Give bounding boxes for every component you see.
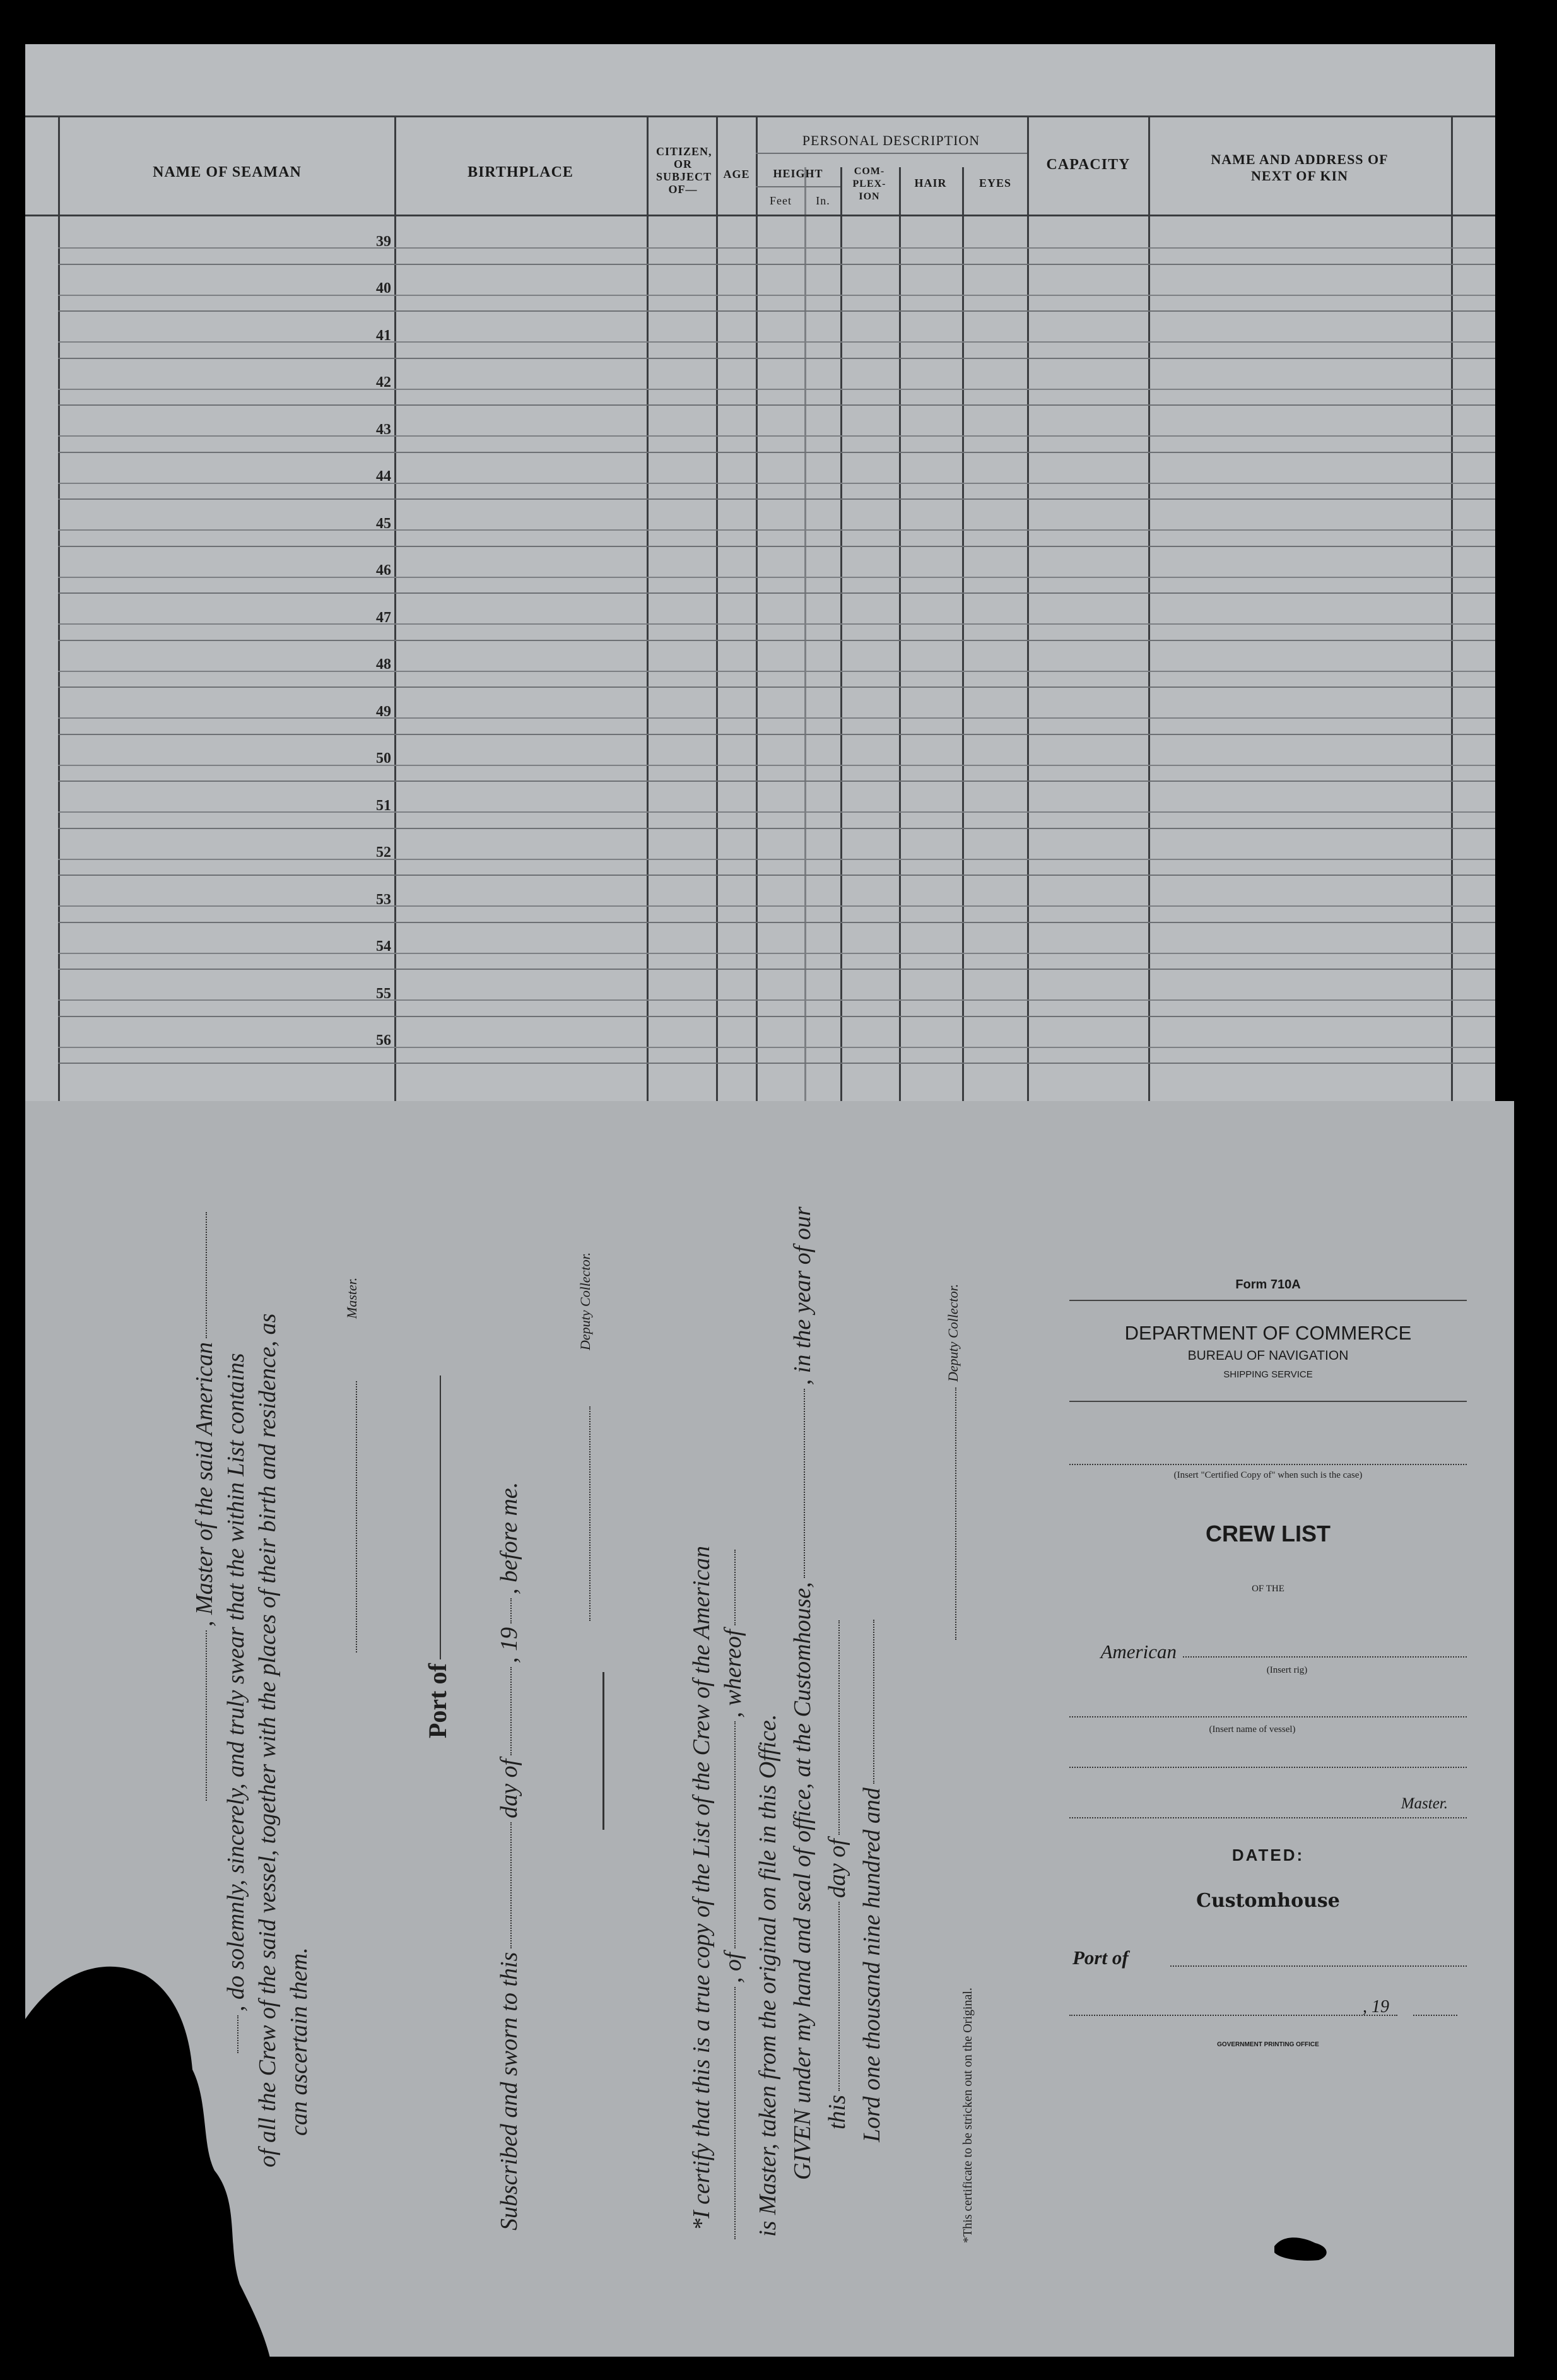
row-number: 52 (376, 844, 391, 861)
certificate-line-1: *I certify that this is a true copy of the List of the Crew of the American (688, 1546, 715, 2230)
header-complexion: COM- PLEX- ION (852, 166, 886, 202)
row-number: 42 (376, 374, 391, 391)
header-citizen: CITIZEN, OR SUBJECT OF— (656, 145, 712, 196)
of-the-label: OF THE (1252, 1584, 1284, 1594)
vessel-name-caption: (Insert name of vessel) (1209, 1724, 1296, 1735)
certified-copy-note: (Insert "Certified Copy of" when such is the case) (1173, 1470, 1363, 1480)
row-number: 53 (376, 891, 391, 908)
header-height: HEIGHT (773, 167, 823, 180)
row-number: 51 (376, 797, 391, 814)
row-number: 43 (376, 421, 391, 438)
row-number: 54 (376, 938, 391, 955)
header-capacity: CAPACITY (1046, 156, 1131, 173)
dated-label: DATED: (1231, 1846, 1305, 1865)
certificate-line-3: is Master, taken from the original on file in this Office. (755, 1714, 781, 2237)
certificate-line-5: thisday of (823, 1617, 851, 2130)
header-birthplace: BIRTHPLACE (467, 164, 573, 180)
oath-master-label: Master. (344, 1277, 360, 1319)
header-inches: In. (816, 194, 830, 207)
row-number: 39 (376, 233, 391, 250)
row-number: 49 (376, 703, 391, 720)
header-eyes: EYES (978, 177, 1012, 189)
certificate-deputy-collector-label: Deputy Collector. (945, 1283, 961, 1382)
cover-port-of-label: Port of (1072, 1947, 1129, 1969)
certificate-line-2: , of, whereof (719, 1546, 747, 2243)
department-title: DEPARTMENT OF COMMERCE (1124, 1322, 1412, 1344)
form-number: Form 710A (1235, 1278, 1301, 1292)
cover-year-label: , 19 (1363, 1997, 1389, 2017)
header-feet: Feet (770, 194, 792, 207)
service-title: SHIPPING SERVICE (1223, 1369, 1313, 1380)
certificate-line-6: Lord one thousand nine hundred and (858, 1616, 886, 2142)
header-hair: HAIR (914, 177, 947, 189)
oath-port-of: Port of (423, 1372, 452, 1738)
row-number: 46 (376, 562, 391, 579)
certificate-line-4: GIVEN under my hand and seal of office, at the Customhouse,, in the year of our (789, 1206, 816, 2180)
row-number: 55 (376, 985, 391, 1002)
header-next-of-kin: NAME AND ADDRESS OF NEXT OF KIN (1211, 151, 1389, 184)
oath-deputy-collector-label: Deputy Collector. (577, 1252, 593, 1350)
row-number: 56 (376, 1032, 391, 1049)
customhouse-label: Customhouse (1196, 1890, 1340, 1912)
rig-caption: (Insert rig) (1266, 1665, 1308, 1675)
row-number: 41 (376, 327, 391, 344)
printer-imprint: GOVERNMENT PRINTING OFFICE (1217, 2041, 1319, 2048)
master-label: Master. (1401, 1795, 1448, 1812)
row-number: 45 (376, 515, 391, 532)
crew-list-title: CREW LIST (1206, 1521, 1331, 1546)
oath-line-1: , Master of the said American (191, 1208, 218, 1805)
header-age: AGE (723, 168, 750, 180)
oath-line-4: can ascertain them. (286, 1947, 312, 2136)
header-name: NAME OF SEAMAN (153, 164, 302, 180)
oath-subscribed-line: Subscribed and sworn to thisday of, 19, before me. (496, 1482, 522, 2230)
american-label: American (1100, 1641, 1177, 1663)
oath-line-2: , do solemnly, sincerely, and truly swear that the within List contains (222, 1353, 250, 2057)
row-number: 40 (376, 280, 391, 297)
row-number: 44 (376, 468, 391, 485)
header-personal-description: PERSONAL DESCRIPTION (802, 133, 980, 148)
oath-line-3: of all the Crew of the said vessel, together with the places of their birth and residence, as (254, 1313, 281, 2167)
certificate-footnote: *This certificate to be stricken out on the Original. (961, 1988, 975, 2243)
bureau-title: BUREAU OF NAVIGATION (1187, 1348, 1349, 1363)
row-number: 48 (376, 656, 391, 673)
row-number: 50 (376, 750, 391, 767)
row-number: 47 (376, 609, 391, 626)
